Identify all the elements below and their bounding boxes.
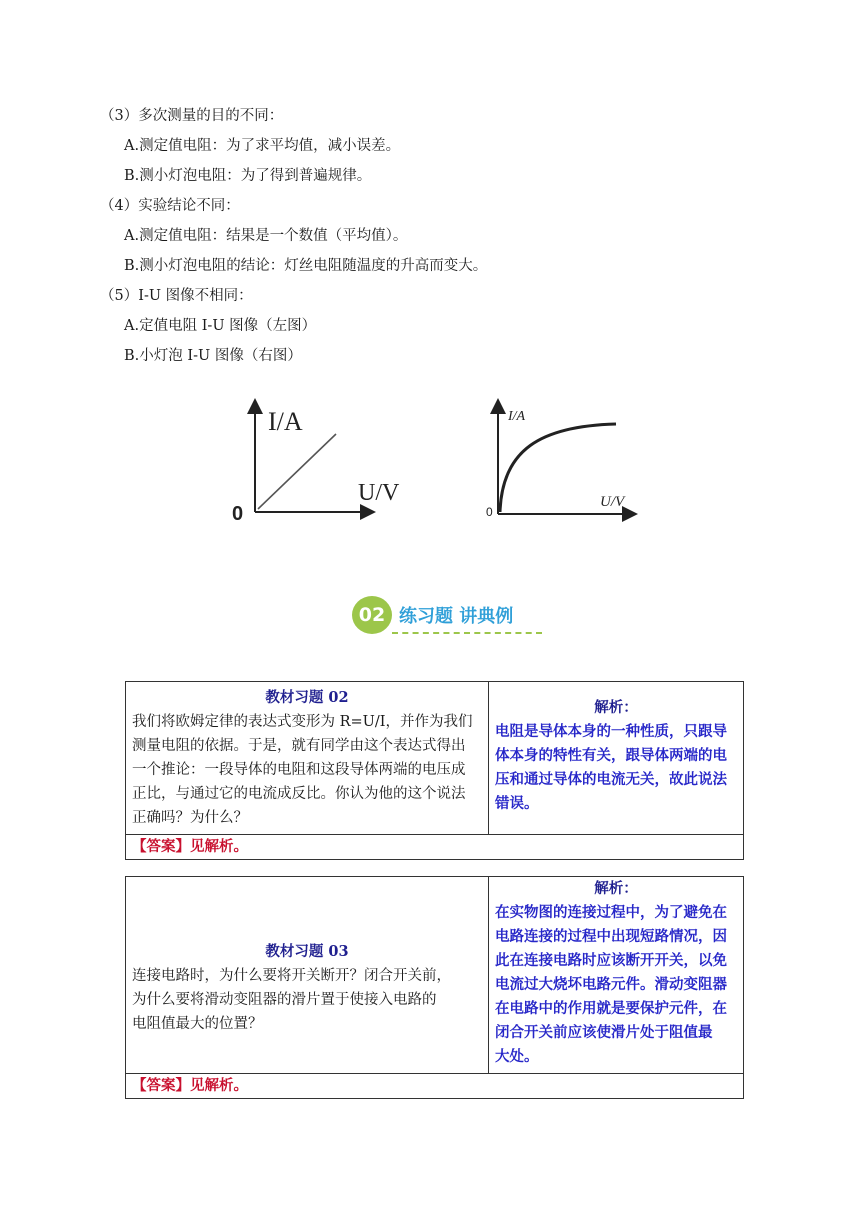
right-ylabel: I/A (508, 409, 526, 424)
right-curve (500, 424, 616, 512)
analysis-line: 电阻是导体本身的一种性质，只跟导 (495, 723, 727, 740)
section-title: 练习题 讲典例 (399, 606, 514, 627)
analysis-line: 压和通过导体的电流无关，故此说法 (495, 771, 727, 788)
question-cell (126, 877, 489, 1074)
item-3b: B.测小灯泡电阻：为了得到普遍规律。 (124, 168, 372, 184)
answer-tag: 【答案】 (132, 1077, 190, 1094)
item-3-heading: （3）多次测量的目的不同： (100, 108, 284, 124)
answer-text: 见解析。 (190, 1077, 248, 1094)
item-5b: B.小灯泡 I-U 图像（右图） (124, 348, 302, 364)
analysis-cell (489, 682, 744, 835)
answer-cell (126, 835, 744, 860)
question-line: 测量电阻的依据。于是，就有同学由这个表达式得出 (132, 738, 466, 754)
analysis-line: 此在连接电路时应该断开开关，以免 (495, 952, 727, 969)
analysis-line: 电路连接的过程中出现短路情况，因 (495, 928, 727, 945)
section-header (352, 596, 552, 640)
left-graph (232, 406, 400, 525)
exercise-table-02 (125, 681, 744, 860)
item-4a: A.测定值电阻：结果是一个数值（平均值）。 (124, 228, 408, 244)
answer-cell (126, 1074, 744, 1099)
analysis-cell (489, 877, 744, 1074)
analysis-line: 体本身的特性有关，跟导体两端的电 (495, 747, 727, 764)
analysis-line: 错误。 (495, 795, 539, 812)
analysis-line: 大处。 (495, 1048, 539, 1065)
exercise-title: 教材习题 02 (265, 689, 349, 706)
left-ylabel: I/A (268, 407, 303, 436)
exercise-table-03 (125, 876, 744, 1099)
analysis-line: 在实物图的连接过程中，为了避免在 (495, 904, 727, 921)
analysis-title: 解析： (594, 880, 638, 897)
question-cell (126, 682, 489, 835)
left-xlabel: U/V (358, 480, 400, 506)
question-line: 一个推论：一段导体的电阻和这段导体两端的电压成 (132, 762, 466, 778)
left-origin: 0 (232, 503, 244, 525)
question-line: 电阻值最大的位置？ (132, 1016, 263, 1032)
analysis-line: 在电路中的作用就是要保护元件，在 (495, 1000, 727, 1017)
question-line: 连接电路时，为什么要将开关断开？闭合开关前， (132, 968, 451, 984)
section-number-badge: 02 (352, 596, 392, 634)
exercise-title: 教材习题 03 (265, 943, 349, 960)
answer-text: 见解析。 (190, 838, 248, 855)
question-line: 我们将欧姆定律的表达式变形为 R=U/I，并作为我们 (132, 714, 473, 730)
right-origin: 0 (486, 505, 493, 519)
left-linear-line (258, 434, 336, 509)
question-line: 为什么要将滑动变阻器的滑片置于使接入电路的 (132, 992, 437, 1008)
section-underline (392, 632, 542, 634)
item-3a: A.测定值电阻：为了求平均值，减小误差。 (124, 138, 401, 154)
answer-tag: 【答案】 (132, 838, 190, 855)
item-4-heading: （4）实验结论不同： (100, 198, 240, 214)
iu-graphs (0, 390, 868, 530)
item-4b: B.测小灯泡电阻的结论：灯丝电阻随温度的升高而变大。 (124, 258, 488, 274)
item-5-heading: （5）I-U 图像不相同： (100, 288, 253, 304)
analysis-title: 解析： (594, 699, 638, 716)
question-line: 正确吗？为什么？ (132, 810, 248, 826)
analysis-line: 电流过大烧坏电路元件。滑动变阻器 (495, 976, 727, 993)
item-5a: A.定值电阻 I-U 图像（左图） (124, 318, 317, 334)
right-graph (486, 406, 630, 519)
question-line: 正比，与通过它的电流成反比。你认为他的这个说法 (132, 786, 466, 802)
analysis-line: 闭合开关前应该使滑片处于阻值最 (495, 1024, 713, 1041)
right-xlabel: U/V (600, 494, 625, 510)
